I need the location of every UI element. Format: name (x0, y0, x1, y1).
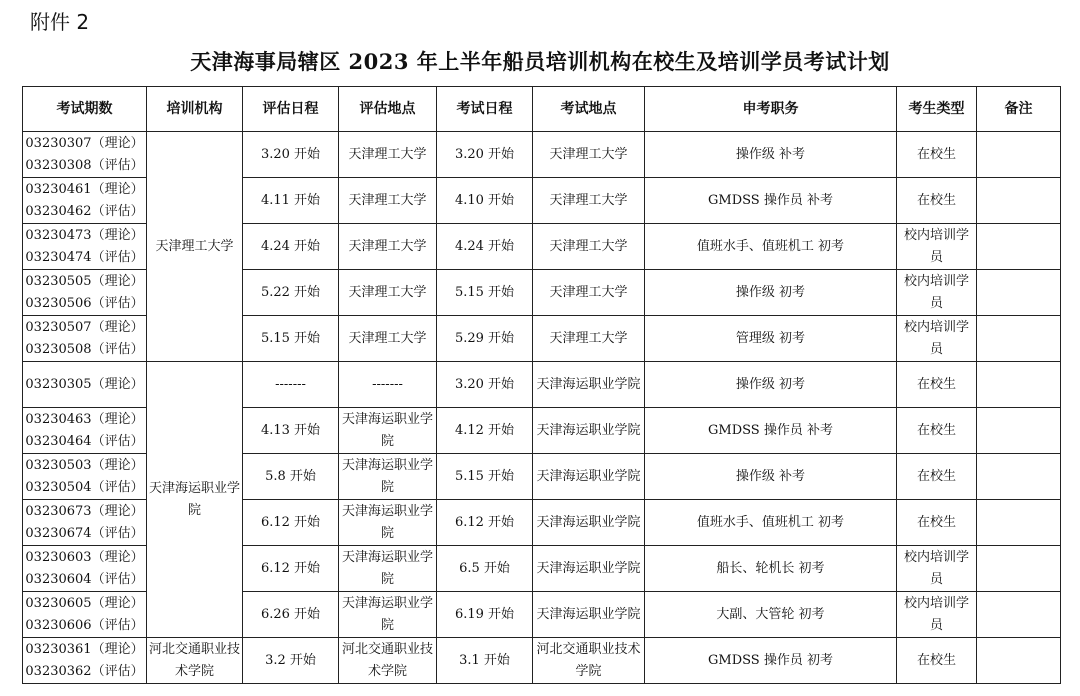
eval-place-cell: 天津海运职业学院 (339, 500, 437, 546)
exam-place-cell: 河北交通职业技术学院 (533, 638, 645, 684)
period-line: 03230506（评估） (25, 295, 144, 311)
exam-date-cell: 6.12 开始 (437, 500, 533, 546)
header-eval-date: 评估日程 (243, 87, 339, 132)
exam-date-cell: 3.20 开始 (437, 362, 533, 408)
position-cell: 操作级 初考 (645, 362, 897, 408)
note-cell (977, 178, 1061, 224)
type-cell: 在校生 (897, 454, 977, 500)
type-cell: 在校生 (897, 408, 977, 454)
eval-place-cell: ------- (339, 362, 437, 408)
header-note: 备注 (977, 87, 1061, 132)
note-cell (977, 270, 1061, 316)
period-line: 03230473（理论） (25, 227, 144, 243)
note-cell (977, 316, 1061, 362)
header-institution: 培训机构 (147, 87, 243, 132)
note-cell (977, 638, 1061, 684)
header-position: 申考职务 (645, 87, 897, 132)
period-cell (23, 500, 147, 546)
header-period: 考试期数 (23, 87, 147, 132)
eval-date-cell: 4.13 开始 (243, 408, 339, 454)
eval-date-cell: 3.20 开始 (243, 132, 339, 178)
eval-place-cell: 天津海运职业学院 (339, 592, 437, 638)
exam-place-cell: 天津理工大学 (533, 224, 645, 270)
note-cell (977, 408, 1061, 454)
exam-place-cell: 天津海运职业学院 (533, 592, 645, 638)
eval-place-cell: 天津海运职业学院 (339, 454, 437, 500)
eval-date-cell: 6.12 开始 (243, 500, 339, 546)
period-line: 03230605（理论） (25, 595, 144, 611)
note-cell (977, 592, 1061, 638)
type-cell: 在校生 (897, 500, 977, 546)
position-cell: 管理级 初考 (645, 316, 897, 362)
eval-place-cell: 天津理工大学 (339, 224, 437, 270)
period-cell (23, 408, 147, 454)
position-cell: GMDSS 操作员 补考 (645, 178, 897, 224)
period-cell (23, 546, 147, 592)
exam-date-cell: 4.10 开始 (437, 178, 533, 224)
eval-date-cell: 5.8 开始 (243, 454, 339, 500)
period-line: 03230505（理论） (25, 273, 144, 289)
period-line: 03230461（理论） (25, 181, 144, 197)
header-type: 考生类型 (897, 87, 977, 132)
eval-place-cell: 河北交通职业技术学院 (339, 638, 437, 684)
exam-place-cell: 天津海运职业学院 (533, 408, 645, 454)
exam-date-cell: 4.12 开始 (437, 408, 533, 454)
exam-place-cell: 天津海运职业学院 (533, 454, 645, 500)
exam-date-cell: 6.5 开始 (437, 546, 533, 592)
period-cell (23, 270, 147, 316)
attachment-label: 附件 2 (30, 10, 90, 34)
table-header-row (23, 87, 1061, 132)
period-cell (23, 638, 147, 684)
header-exam-date: 考试日程 (437, 87, 533, 132)
period-line: 03230305（理论） (25, 376, 144, 392)
note-cell (977, 132, 1061, 178)
exam-place-cell: 天津理工大学 (533, 270, 645, 316)
eval-place-cell: 天津理工大学 (339, 270, 437, 316)
exam-date-cell: 5.29 开始 (437, 316, 533, 362)
note-cell (977, 546, 1061, 592)
period-line: 03230361（理论） (25, 641, 144, 657)
eval-date-cell: ------- (243, 362, 339, 408)
period-line: 03230606（评估） (25, 617, 144, 633)
period-line: 03230463（理论） (25, 411, 144, 427)
period-line: 03230308（评估） (25, 157, 144, 173)
position-cell: 值班水手、值班机工 初考 (645, 500, 897, 546)
type-cell: 校内培训学员 (897, 224, 977, 270)
eval-place-cell: 天津海运职业学院 (339, 546, 437, 592)
eval-date-cell: 6.26 开始 (243, 592, 339, 638)
type-cell: 校内培训学员 (897, 546, 977, 592)
type-cell: 在校生 (897, 362, 977, 408)
period-cell (23, 454, 147, 500)
exam-place-cell: 天津理工大学 (533, 132, 645, 178)
institution-cell: 天津理工大学 (147, 132, 243, 362)
period-line: 03230307（理论） (25, 135, 144, 151)
period-cell (23, 224, 147, 270)
type-cell: 校内培训学员 (897, 592, 977, 638)
eval-date-cell: 5.22 开始 (243, 270, 339, 316)
type-cell: 校内培训学员 (897, 316, 977, 362)
period-line: 03230673（理论） (25, 503, 144, 519)
position-cell: GMDSS 操作员 补考 (645, 408, 897, 454)
exam-date-cell: 5.15 开始 (437, 270, 533, 316)
period-line: 03230508（评估） (25, 341, 144, 357)
exam-place-cell: 天津理工大学 (533, 178, 645, 224)
institution-cell: 河北交通职业技术学院 (147, 638, 243, 684)
period-cell (23, 316, 147, 362)
type-cell: 在校生 (897, 132, 977, 178)
header-exam-place: 考试地点 (533, 87, 645, 132)
position-cell: 大副、大管轮 初考 (645, 592, 897, 638)
period-cell (23, 592, 147, 638)
position-cell: 操作级 补考 (645, 454, 897, 500)
table-row (23, 638, 1061, 684)
exam-date-cell: 5.15 开始 (437, 454, 533, 500)
position-cell: 船长、轮机长 初考 (645, 546, 897, 592)
eval-date-cell: 4.11 开始 (243, 178, 339, 224)
exam-place-cell: 天津海运职业学院 (533, 500, 645, 546)
type-cell: 在校生 (897, 178, 977, 224)
period-cell (23, 362, 147, 408)
eval-date-cell: 4.24 开始 (243, 224, 339, 270)
note-cell (977, 224, 1061, 270)
eval-date-cell: 3.2 开始 (243, 638, 339, 684)
period-line: 03230507（理论） (25, 319, 144, 335)
note-cell (977, 454, 1061, 500)
eval-date-cell: 5.15 开始 (243, 316, 339, 362)
table-row (23, 362, 1061, 408)
position-cell: 值班水手、值班机工 初考 (645, 224, 897, 270)
type-cell: 校内培训学员 (897, 270, 977, 316)
exam-date-cell: 6.19 开始 (437, 592, 533, 638)
period-line: 03230674（评估） (25, 525, 144, 541)
eval-place-cell: 天津理工大学 (339, 132, 437, 178)
institution-cell: 天津海运职业学院 (147, 362, 243, 638)
exam-date-cell: 3.1 开始 (437, 638, 533, 684)
exam-place-cell: 天津理工大学 (533, 316, 645, 362)
eval-place-cell: 天津理工大学 (339, 316, 437, 362)
note-cell (977, 362, 1061, 408)
exam-place-cell: 天津海运职业学院 (533, 362, 645, 408)
exam-date-cell: 3.20 开始 (437, 132, 533, 178)
period-line: 03230503（理论） (25, 457, 144, 473)
period-line: 03230504（评估） (25, 479, 144, 495)
period-line: 03230464（评估） (25, 433, 144, 449)
document-title: 天津海事局辖区 2023 年上半年船员培训机构在校生及培训学员考试计划 (190, 49, 890, 74)
position-cell: 操作级 初考 (645, 270, 897, 316)
exam-date-cell: 4.24 开始 (437, 224, 533, 270)
table-row (23, 132, 1061, 178)
period-line: 03230462（评估） (25, 203, 144, 219)
period-cell (23, 178, 147, 224)
eval-place-cell: 天津理工大学 (339, 178, 437, 224)
exam-place-cell: 天津海运职业学院 (533, 546, 645, 592)
exam-plan-table (22, 86, 1061, 684)
period-line: 03230604（评估） (25, 571, 144, 587)
eval-place-cell: 天津海运职业学院 (339, 408, 437, 454)
position-cell: GMDSS 操作员 初考 (645, 638, 897, 684)
period-line: 03230362（评估） (25, 663, 144, 679)
period-line: 03230474（评估） (25, 249, 144, 265)
eval-date-cell: 6.12 开始 (243, 546, 339, 592)
header-eval-place: 评估地点 (339, 87, 437, 132)
position-cell: 操作级 补考 (645, 132, 897, 178)
period-line: 03230603（理论） (25, 549, 144, 565)
note-cell (977, 500, 1061, 546)
type-cell: 在校生 (897, 638, 977, 684)
period-cell (23, 132, 147, 178)
